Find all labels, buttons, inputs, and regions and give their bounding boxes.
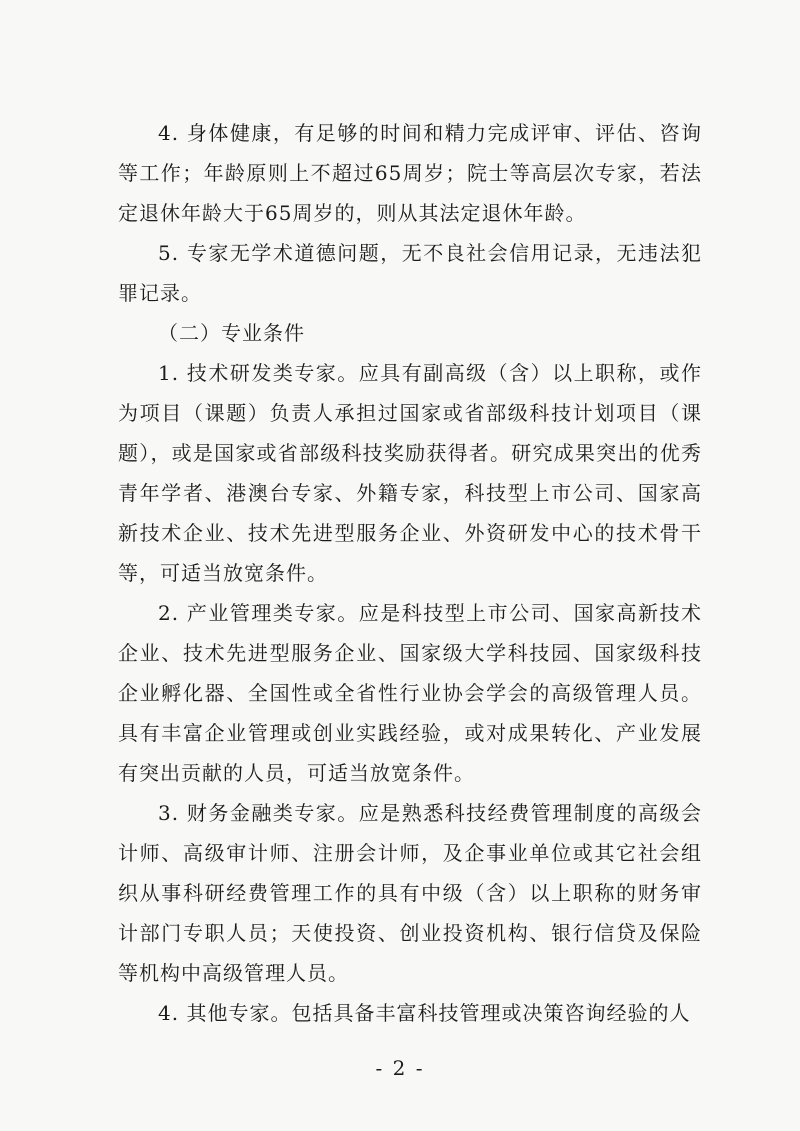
section-heading-professional-conditions: （二）专业条件 [158, 321, 305, 345]
document-body [118, 113, 702, 1033]
paragraph-no-misconduct: 5. 专家无学术道德问题，无不良社会信用记录，无违法犯罪记录。 [118, 241, 702, 305]
paragraph-health-age: 4. 身体健康，有足够的时间和精力完成评审、评估、咨询等工作；年龄原则上不超过65周岁；院士等高层次专家，若法定退休年龄大于65周岁的，则从其法定退休年龄。 [118, 121, 702, 225]
paragraph-finance-experts: 3. 财务金融类专家。应是熟悉科技经费管理制度的高级会计师、高级审计师、注册会计师，及企事业单位或其它社会组织从事科研经费管理工作的具有中级（含）以上职称的财务审计部门专职人员；天使投资、创业投资机构、银行信贷及保险等机构中高级管理人员。 [118, 801, 702, 985]
paragraph-industry-management-experts: 2. 产业管理类专家。应是科技型上市公司、国家高新技术企业、技术先进型服务企业、国家级大学科技园、国家级科技企业孵化器、全国性或全省性行业协会学会的高级管理人员。具有丰富企业管理或创业实践经验，或对成果转化、产业发展有突出贡献的人员，可适当放宽条件。 [118, 601, 702, 785]
page-number: - 2 - [375, 1056, 425, 1080]
paragraph-technical-rd-experts: 1. 技术研发类专家。应具有副高级（含）以上职称，或作为项目（课题）负责人承担过国家或省部级科技计划项目（课题），或是国家或省部级科技奖励获得者。研究成果突出的优秀青年学者、港澳台专家、外籍专家，科技型上市公司、国家高新技术企业、技术先进型服务企业、外资研发中心的技术骨干等，可适当放宽条件。 [118, 361, 702, 585]
paragraph-other-experts: 4. 其他专家。包括具备丰富科技管理或决策咨询经验的人 [158, 1001, 691, 1025]
